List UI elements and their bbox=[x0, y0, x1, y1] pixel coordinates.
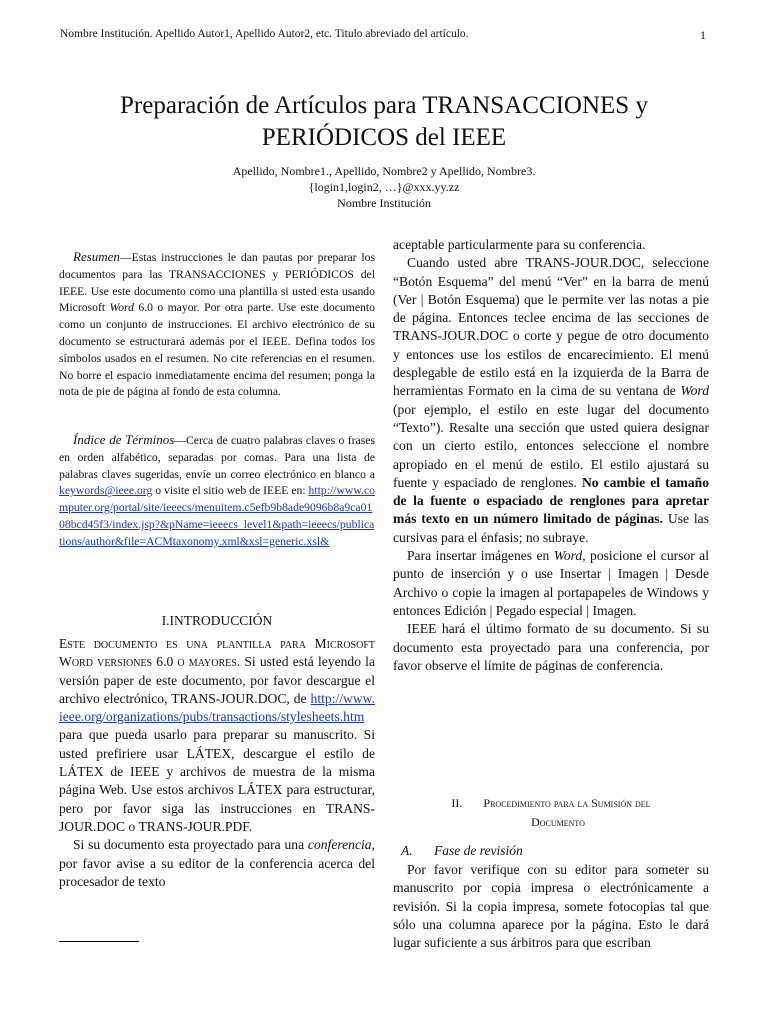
section-1-text-b: para que pueda usarlo para preparar su manuscrito. Si usted prefiriere usar LÁTEX, descargue el estilo de LÁTEX de IEEE y archivos de muestra de la misma página Web. Use estos archivos LÁTEX para estructurar, pero por favor siga las instrucciones en TRANS-JOUR.DOC o TRANS-JOUR.PDF. bbox=[59, 727, 375, 834]
author-block bbox=[0, 163, 768, 211]
section-1 bbox=[59, 613, 375, 891]
paragraph-images bbox=[393, 547, 709, 620]
keywords-email-link[interactable]: keywords@ieee.org bbox=[59, 484, 153, 498]
abstract bbox=[59, 249, 375, 401]
p3-text-b: (por ejemplo, el estilo en este lugar del documento “Texto”). Resalte una sección que usted quiera designar con un cierto estilo, entonces seleccione el nombre apropiado en el menú de estilo. El estilo ajustará su fuente y espaciado de renglones. bbox=[393, 401, 709, 490]
p3-word: Word bbox=[680, 383, 709, 399]
p4-text-a: Para insertar imágenes en bbox=[407, 548, 554, 564]
section-1-p2-b: , por favor avise a su editor de la conferencia acerca del procesador de texto bbox=[59, 837, 375, 889]
abstract-word: Word bbox=[109, 301, 134, 315]
transactions-stylesheets-link[interactable]: http://www.ieee.org/organizations/pubs/transactions/stylesheets.htm bbox=[59, 690, 375, 725]
continued-text: aceptable particularmente para su conferencia. bbox=[393, 237, 646, 252]
abstract-text: Estas instrucciones le dan pautas por preparar los documentos para las TRANSACCIONES y PERIÓDICOS del IEEE. Use este documento como una plantilla si usted esta usando Microsoft bbox=[59, 251, 375, 315]
p3-text-a: Cuando usted abre TRANS-JOUR.DOC, seleccione “Botón Esquema” del menú “Ver” en la barra de menú (Ver | Botón Esquema) que le permite ver las notas a pie de página. Entonces teclee encima de las secciones de TRANS-JOUR.DOC o corte y pegue de otro documento y entonces use los estilos de encarecimiento. El menú desplegable de estilo está en la izquierda de la Barra de herramientas Formato en la cima de su ventana de bbox=[393, 255, 709, 399]
title-line-2: PERIÓDICOS del IEEE bbox=[261, 124, 507, 151]
abstract-dash: — bbox=[119, 251, 132, 264]
subsection-a bbox=[393, 843, 709, 952]
section-1-paragraph-2 bbox=[59, 836, 375, 891]
section-1-paragraph-1 bbox=[59, 635, 375, 836]
section-1-lead: Este documento es una plantilla para Microsoft Word versiones 6.0 o mayores. bbox=[59, 636, 375, 670]
index-terms-text-2: o visite el sitio web de IEEE en: bbox=[152, 484, 309, 498]
subsection-a-letter: A. bbox=[401, 843, 413, 858]
p4-word: Word bbox=[553, 548, 583, 564]
subsection-a-text: Por favor verifique con su editor para someter su manuscrito por copia impresa o electrónicamente a revisión. Si la copia impresa, somete fotocopias tal que sólo una columna aparece por la página. Esto le dará lugar suficiente a sus árbitros para que escriban bbox=[393, 862, 709, 951]
p3-bold-warning: No cambie el tamaño de la fuente o espaciado de renglones para apretar más texto en un número limitado de páginas. bbox=[393, 474, 709, 527]
section-1-p2-italic: conferencia bbox=[307, 837, 372, 853]
section-2-title-line-2: Documento bbox=[531, 815, 585, 829]
author-emails: {login1,login2, …}@xxx.yy.zz bbox=[308, 180, 460, 194]
author-names: Apellido, Nombre1., Apellido, Nombre2 y Apellido, Nombre3. bbox=[232, 164, 536, 178]
title-line-1: Preparación de Artículos para TRANSACCIONES y bbox=[120, 92, 648, 119]
acm-taxonomy-link[interactable]: http://www.computer.org/portal/site/ieeecs/menuitem.c5efb9b8ade9096b8a9ca0108bcd45f3/index.jsp?&pName=ieeecs_level1&path=ieeecs/publications/author&file=ACMtaxonomy.xml&xsl=generic.xsl& bbox=[59, 484, 375, 548]
index-terms-dash: — bbox=[174, 434, 186, 447]
index-terms-block bbox=[59, 432, 375, 551]
paragraph-ieee-format: IEEE hará el último formato de su documento. Si su documento esta proyectado para una conferencia, por favor observe el límite de páginas de conferencia. bbox=[393, 621, 709, 673]
footnote-rule bbox=[59, 941, 139, 942]
section-2-number: II. bbox=[451, 796, 463, 810]
subsection-a-title: Fase de revisión bbox=[434, 843, 523, 858]
section-1-heading: I.INTRODUCCIÓN bbox=[161, 613, 273, 628]
p3-text-c: Use las cursivas para el énfasis; no subraye. bbox=[393, 511, 709, 545]
abstract-text-2: 6.0 o mayor. Por otra parte. Use este documento como un conjunto de instrucciones. El archivo electrónico de su documento se estructurará además por el IEEE. Defina todos los símbolos usados en el resumen. No cite referencias en el resumen. No borre el espacio inmediatamente encima del resumen; ponga la nota de pie de página al fondo de esta columna. bbox=[59, 301, 375, 399]
section-1-p2-a: Si su documento esta proyectado para una bbox=[73, 837, 308, 853]
section-2-title-line-1: Procedimiento para la Sumisión del bbox=[483, 796, 651, 810]
p4-text-b: , posicione el cursor al punto de inserción y o use Insertar | Imagen | Desde Archivo o copie la imagen al portapapeles de Windows y entonces Edición | Pegado especial | Imagen. bbox=[393, 548, 709, 618]
left-column bbox=[59, 249, 375, 401]
paper-title bbox=[0, 90, 768, 154]
section-1-text-a: Si usted está leyendo la versión paper de este documento, por favor descargue el archivo electrónico, TRANS-JOUR.DOC, de bbox=[59, 654, 375, 706]
author-institution: Nombre Institución bbox=[337, 196, 431, 210]
abstract-label: Resumen bbox=[73, 249, 120, 264]
index-terms-text: Cerca de cuatro palabras claves o frases en orden alfabético, separadas por comas. Para una lista de palabras claves sugeridas, envíe un correo electrónico en blanco a bbox=[59, 434, 375, 481]
index-terms bbox=[59, 432, 375, 551]
section-2-heading bbox=[393, 794, 709, 832]
running-header: Nombre Institución. Apellido Autor1, Apellido Autor2, etc. Titulo abreviado del artículo. bbox=[60, 28, 469, 40]
page-number: 1 bbox=[700, 28, 706, 42]
index-terms-label: Índice de Términos bbox=[73, 432, 175, 447]
right-column bbox=[393, 236, 709, 675]
paragraph-trans-jour bbox=[393, 254, 709, 547]
